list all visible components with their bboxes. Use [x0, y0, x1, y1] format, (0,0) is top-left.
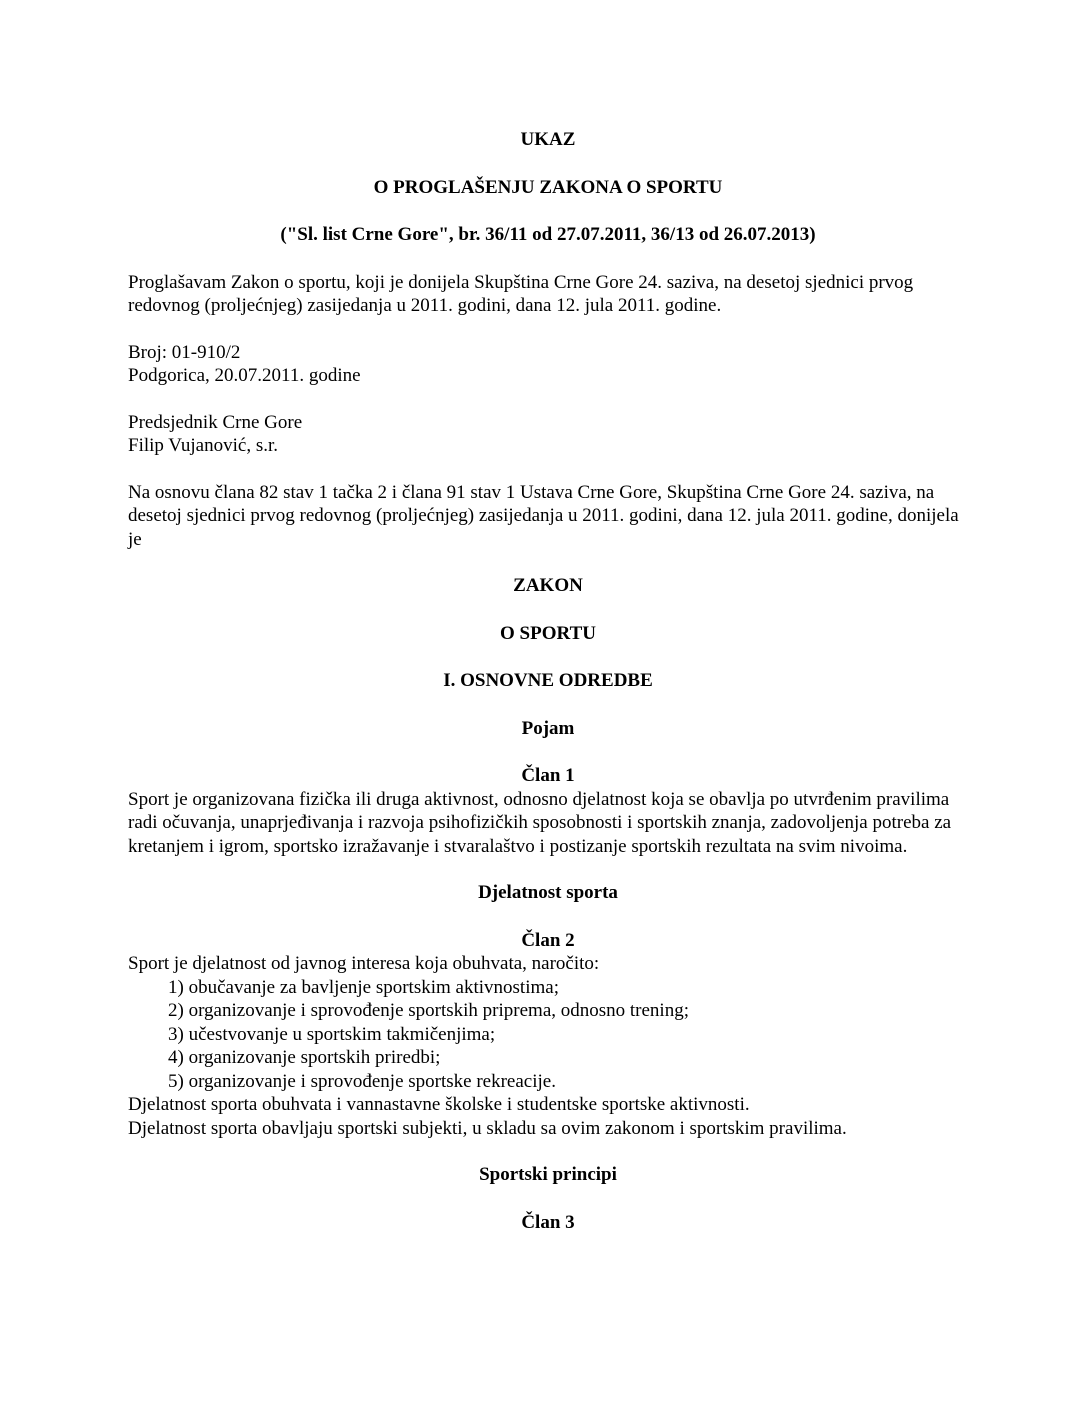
ukaz-subtitle: O PROGLAŠENJU ZAKONA O SPORTU — [373, 176, 723, 198]
preamble-paragraph: Na osnovu člana 82 stav 1 tačka 2 i člana 91 stav 1 Ustava Crne Gore, Skupština Crne Gore 24. saziva, na desetoj sjednici prvog redovnog (proljećnjeg) zasijedanja u 2011. godini, dana 12. jula 2011. godine, donijela je — [128, 481, 959, 550]
article-list-item: 1) obučavanje za bavljenje sportskim aktivnostima; — [168, 976, 559, 998]
proclamation-paragraph: Proglašavam Zakon o sportu, koji je donijela Skupština Crne Gore 24. saziva, na desetoj sjednici prvog redovnog (proljećnjeg) zasijedanja u 2011. godini, dana 12. jula 2011. godine. — [128, 271, 914, 316]
law-subtitle: O SPORTU — [500, 622, 596, 644]
signature-block — [128, 411, 968, 458]
document-number-block — [128, 341, 968, 388]
article-heading: Djelatnost sporta — [478, 882, 618, 903]
law-title: ZAKON — [513, 575, 583, 596]
ukaz-title: UKAZ — [520, 129, 576, 150]
chapter-heading: I. OSNOVNE ODREDBE — [443, 670, 653, 691]
document-number: Broj: 01-910/2 — [128, 341, 241, 363]
article-intro: Sport je djelatnost od javnog interesa koja obuhvata, naročito: — [128, 953, 600, 974]
article-label: Član 3 — [521, 1211, 575, 1233]
article-text: Djelatnost sporta obavljaju sportski subjekti, u skladu sa ovim zakonom i sportskim pravilima. — [128, 1117, 847, 1139]
article-list-item: 5) organizovanje i sprovođenje sportske rekreacije. — [168, 1070, 556, 1092]
article-text: Sport je organizovana fizička ili druga aktivnost, odnosno djelatnost koja se obavlja po utvrđenim pravilima radi očuvanja, unaprjeđivanja i razvoja psihofizičkih sposobnosti i sportskih znanja, zadovoljenja potreba za kretanjem i igrom, sportsko izražavanje i stvaralaštvo i postizanje sportskih rezultata na svim nivoima. — [128, 788, 952, 857]
article-label: Član 2 — [521, 929, 575, 951]
article-label: Član 1 — [521, 765, 575, 786]
article-heading: Sportski principi — [479, 1164, 617, 1185]
article-list-item: 3) učestvovanje u sportskim takmičenjima; — [168, 1023, 496, 1045]
president-name: Filip Vujanović, s.r. — [128, 435, 278, 456]
document-body — [128, 128, 968, 1234]
article-list-item: 4) organizovanje sportskih priredbi; — [168, 1047, 441, 1068]
article-text: Djelatnost sporta obuhvata i vannastavne školske i studentske sportske aktivnosti. — [128, 1094, 750, 1115]
article-list-item: 2) organizovanje i sprovođenje sportskih priprema, odnosno trening; — [168, 1000, 689, 1021]
article-heading: Pojam — [521, 717, 575, 739]
place-and-date: Podgorica, 20.07.2011. godine — [128, 365, 361, 386]
official-gazette-reference: ("Sl. list Crne Gore", br. 36/11 od 27.07.2011, 36/13 od 26.07.2013) — [280, 224, 816, 245]
president-title: Predsjednik Crne Gore — [128, 411, 303, 433]
